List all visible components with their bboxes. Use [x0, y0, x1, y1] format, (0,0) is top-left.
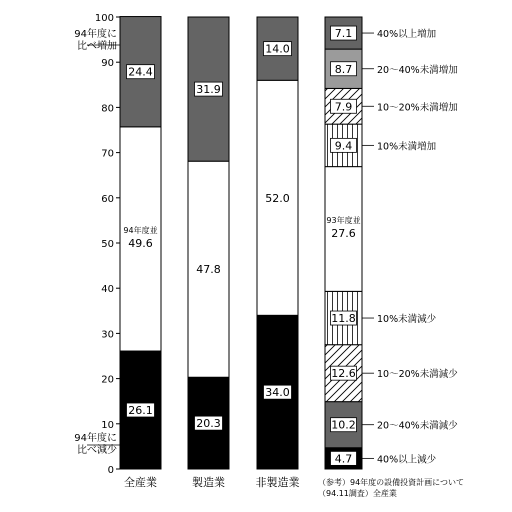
category-label: 製造業: [192, 476, 225, 489]
ref-data-label: 27.6: [331, 226, 356, 240]
data-label: 31.9: [196, 83, 221, 97]
data-label: 34.0: [265, 386, 290, 400]
y-tick-label: 10: [101, 419, 114, 431]
y-axis: [74, 13, 120, 476]
y-tick-label: 70: [101, 148, 114, 160]
y-tick-label: 60: [101, 193, 114, 205]
category-label: 非製造業: [255, 476, 300, 489]
increase-annotation: 94年度に比べ増加: [74, 29, 117, 52]
data-label: 14.0: [265, 42, 290, 56]
ref-data-label: 7.9: [334, 100, 353, 114]
y-tick-label: 100: [94, 13, 114, 24]
ref-data-label: 10.2: [331, 418, 356, 432]
data-label: 49.6: [128, 236, 153, 250]
y-tick-label: 90: [101, 58, 114, 70]
ref-side-label: 10%未満減少: [377, 314, 437, 326]
ref-side-label: 20〜40%未満増加: [377, 64, 458, 76]
y-tick-label: 0: [107, 465, 114, 476]
data-label: 26.1: [128, 404, 153, 418]
ref-side-label: 20〜40%未満減少: [377, 420, 458, 432]
ref-side-label: 10〜20%未満減少: [377, 369, 458, 381]
ref-side-label: 40%以上増加: [377, 29, 437, 41]
ref-data-label: 12.6: [331, 367, 356, 381]
y-tick-label: 50: [101, 239, 114, 250]
y-tick-label: 30: [101, 329, 114, 341]
ref-data-label: 4.7: [334, 452, 353, 466]
ref-side-label: 10%未満増加: [377, 141, 437, 153]
data-label: 47.8: [196, 263, 221, 277]
ref-data-label: 7.1: [334, 27, 353, 41]
data-label: 52.0: [265, 191, 290, 205]
footnote-line2: （94.11調査）全産業: [318, 489, 397, 498]
ref-inline-label: 93年度並: [326, 215, 361, 225]
footnote-line1: （参考）94年度の設備投資計画について: [318, 478, 465, 487]
y-tick-label: 80: [101, 103, 114, 115]
data-label: 24.4: [128, 65, 153, 79]
ref-side-label: 10〜20%未満増加: [377, 102, 458, 114]
ref-data-label: 11.8: [331, 312, 356, 326]
decrease-annotation: 94年度に比べ減少: [74, 433, 117, 456]
category-label: 全産業: [124, 476, 157, 489]
data-label: 20.3: [196, 417, 221, 431]
reference-bar: [325, 17, 458, 469]
ref-data-label: 8.7: [334, 62, 353, 76]
flat-inline-label: 94年度並: [123, 225, 158, 235]
y-tick-label: 20: [101, 374, 114, 386]
y-tick-label: 40: [101, 284, 114, 296]
ref-data-label: 9.4: [334, 139, 353, 153]
main-bars: [120, 17, 300, 489]
ref-side-label: 40%以上減少: [377, 454, 437, 466]
